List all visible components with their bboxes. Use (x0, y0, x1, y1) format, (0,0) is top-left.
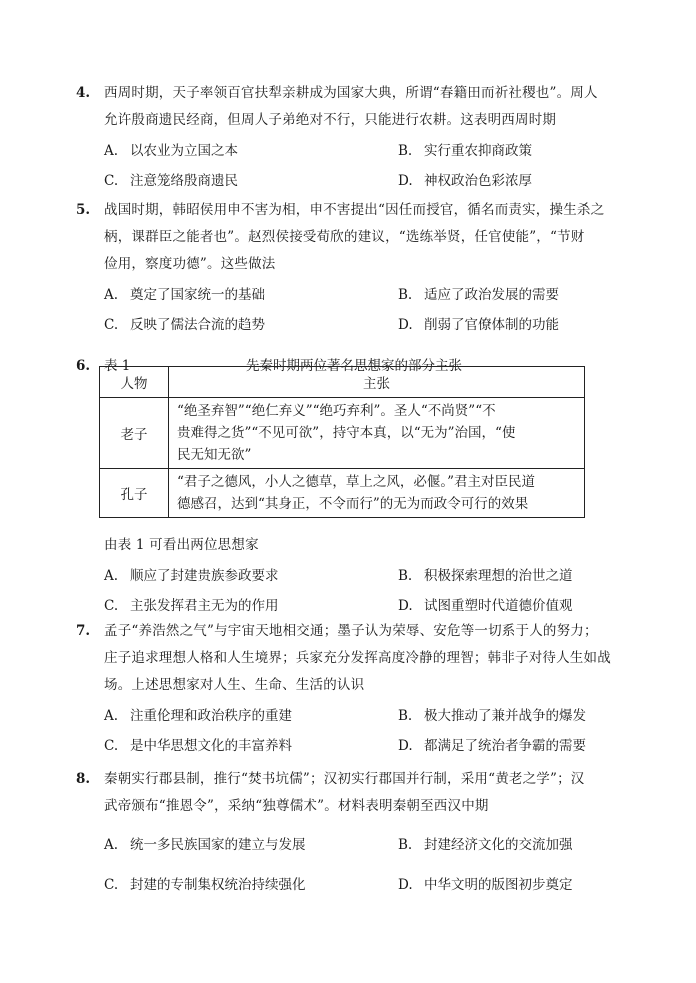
option-c[interactable]: C. 主张发挥君主无为的作用 (104, 598, 279, 614)
question-line (76, 618, 636, 645)
option-d[interactable]: D. 神权政治色彩浓厚 (398, 173, 532, 189)
table-cell-view: “绝圣弃智”“绝仁弃义”“绝巧弃利”。圣人“不尚贤”“不 贵难得之货”“不见可欲”，持守本真，以“无为”治国，“使 民无知无欲” (169, 398, 585, 469)
question-4 (76, 80, 636, 196)
table-cell-person: 孔子 (100, 469, 169, 518)
question-text: 俭用，察度功德”。这些做法 (104, 256, 276, 272)
question-number: 5. (76, 202, 91, 218)
question-8 (76, 766, 636, 900)
option-d[interactable]: D. 都满足了统治者争霸的需要 (398, 738, 586, 754)
question-number: 8. (76, 771, 91, 787)
question-text: 武帝颁布“推恩令”，采纳“独尊儒术”。材料表明秦朝至西汉中期 (104, 798, 489, 814)
question-line (76, 197, 636, 224)
option-d[interactable]: D. 削弱了官僚体制的功能 (398, 317, 559, 333)
question-line (76, 532, 636, 559)
option-b[interactable]: B. 实行重农抑商政策 (398, 143, 532, 159)
question-line (76, 766, 636, 793)
question-text: 庄子追求理想人格和人生境界；兵家充分发挥高度冷静的理智；韩非子对待人生如战 (104, 650, 611, 666)
option-c[interactable]: C. 是中华思想文化的丰富养料 (104, 738, 292, 754)
question-line (76, 224, 636, 251)
question-line (76, 793, 636, 820)
question-line (76, 80, 636, 107)
option-a[interactable]: A. 以农业为立国之本 (104, 143, 238, 159)
table-label: 表 1 (104, 358, 131, 374)
table-header-cell: 主张 (169, 367, 585, 398)
options (76, 136, 636, 196)
option-c[interactable]: C. 反映了儒法合流的趋势 (104, 317, 265, 333)
question-text: 战国时期，韩昭侯用申不害为相，申不害提出“因任而授官，循名而责实，操生杀之 (104, 202, 605, 218)
table-header-row (100, 367, 585, 398)
question-number: 7. (76, 623, 91, 639)
table-cell-view: “君子之德风，小人之德草，草上之风，必偃。”君主对臣民道 德感召，达到“其身正，不令而行”的无为而政令可行的效果 (169, 469, 585, 518)
table-row (100, 398, 585, 469)
question-line (76, 251, 636, 278)
question-line (76, 672, 636, 699)
question-7 (76, 618, 636, 761)
option-a[interactable]: A. 奠定了国家统一的基础 (104, 287, 265, 303)
question-text: 西周时期，天子率领百官扶犁亲耕成为国家大典，所谓“春籍田而祈社稷也”。周人 (104, 85, 598, 101)
table-header-cell: 人物 (100, 367, 169, 398)
option-d[interactable]: D. 试图重塑时代道德价值观 (398, 598, 573, 614)
question-stem: 由表 1 可看出两位思想家 (104, 537, 259, 553)
option-c[interactable]: C. 注意笼络殷商遗民 (104, 173, 238, 189)
options (76, 701, 636, 761)
option-a[interactable]: A. 统一多民族国家的建立与发展 (104, 837, 306, 853)
table-caption: 先秦时期两位著名思想家的部分主张 (246, 358, 462, 374)
option-a[interactable]: A. 顺应了封建贵族参政要求 (104, 568, 279, 584)
positions-table (99, 366, 585, 518)
option-b[interactable]: B. 积极探索理想的治世之道 (398, 568, 573, 584)
question-line (76, 107, 636, 134)
table-cell-person: 老子 (100, 398, 169, 469)
option-a[interactable]: A. 注重伦理和政治秩序的重建 (104, 708, 292, 724)
question-text: 场。上述思想家对人生、生命、生活的认识 (104, 677, 365, 693)
options (76, 830, 636, 900)
question-6 (76, 532, 636, 621)
question-number: 6. (76, 358, 91, 374)
question-line (76, 645, 636, 672)
options (76, 561, 636, 621)
question-text: 柄，课群臣之能者也”。赵烈侯接受荀欣的建议，“选练举贤，任官使能”，“节财 (104, 229, 585, 245)
option-b[interactable]: B. 封建经济文化的交流加强 (398, 837, 573, 853)
question-text: 秦朝实行郡县制，推行“焚书坑儒”；汉初实行郡国并行制，采用“黄老之学”；汉 (104, 771, 585, 787)
option-b[interactable]: B. 极大推动了兼并战争的爆发 (398, 708, 586, 724)
question-text: 孟子“养浩然之气”与宇宙天地相交通；墨子认为荣辱、安危等一切系于人的努力； (104, 623, 598, 639)
option-d[interactable]: D. 中华文明的版图初步奠定 (398, 877, 573, 893)
table-row (100, 469, 585, 518)
question-text: 允许殷商遗民经商，但周人子弟绝对不行，只能进行农耕。这表明西周时期 (104, 112, 557, 128)
option-c[interactable]: C. 封建的专制集权统治持续强化 (104, 877, 306, 893)
option-b[interactable]: B. 适应了政治发展的需要 (398, 287, 559, 303)
question-5 (76, 197, 636, 340)
question-number: 4. (76, 85, 91, 101)
options (76, 280, 636, 340)
